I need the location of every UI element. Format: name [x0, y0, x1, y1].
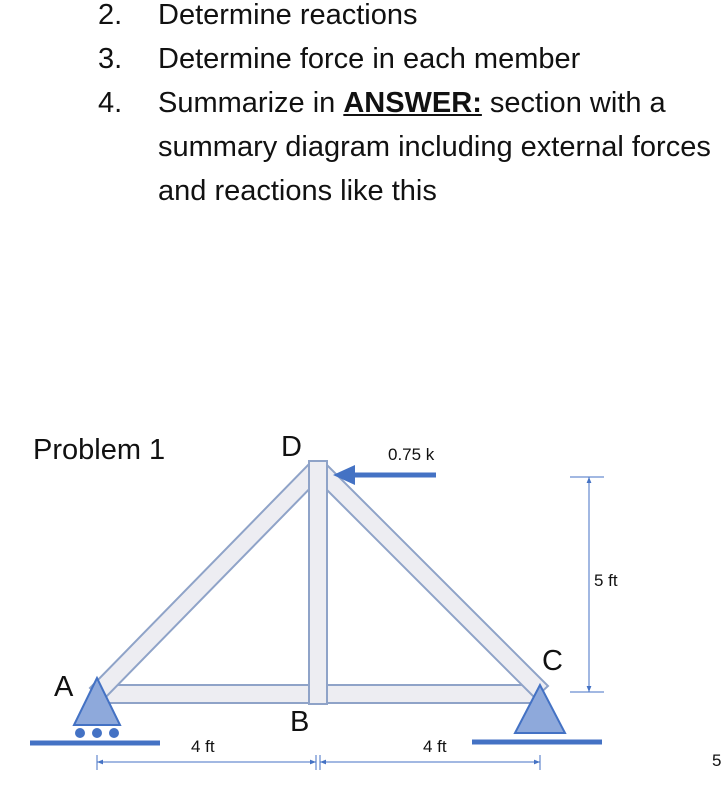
step-2-number: 2.	[98, 0, 123, 31]
roller-wheels	[75, 728, 119, 738]
right-span-label: 4 ft	[423, 737, 447, 756]
step-4-text-before: Summarize in	[158, 87, 344, 119]
load-arrow	[333, 465, 436, 485]
problem-title: Problem 1	[33, 434, 166, 466]
step-2-text: Determine reactions	[158, 0, 418, 31]
node-label-D: D	[281, 431, 302, 463]
load-label: 0.75 k	[388, 445, 435, 464]
member-AD	[90, 462, 324, 700]
height-label: 5 ft	[594, 571, 618, 590]
left-span-label: 4 ft	[191, 737, 215, 756]
truss-members	[90, 461, 548, 704]
roller-wheel	[92, 728, 102, 738]
node-label-B: B	[290, 706, 310, 738]
answer-label: ANSWER:	[343, 87, 482, 119]
node-label-A: A	[54, 671, 74, 703]
edge-cut-text: 5	[712, 751, 722, 770]
step-4-number: 4.	[98, 87, 123, 119]
roller-wheel	[109, 728, 119, 738]
member-DC	[311, 462, 548, 698]
step-3-text: Determine force in each member	[158, 43, 581, 75]
step-3-number: 3.	[98, 43, 123, 75]
member-BD	[309, 461, 327, 704]
roller-wheel	[75, 728, 85, 738]
node-label-C: C	[542, 645, 563, 677]
step-4-text-after: section with a summary diagram including external forces and reactions like this	[158, 87, 711, 207]
